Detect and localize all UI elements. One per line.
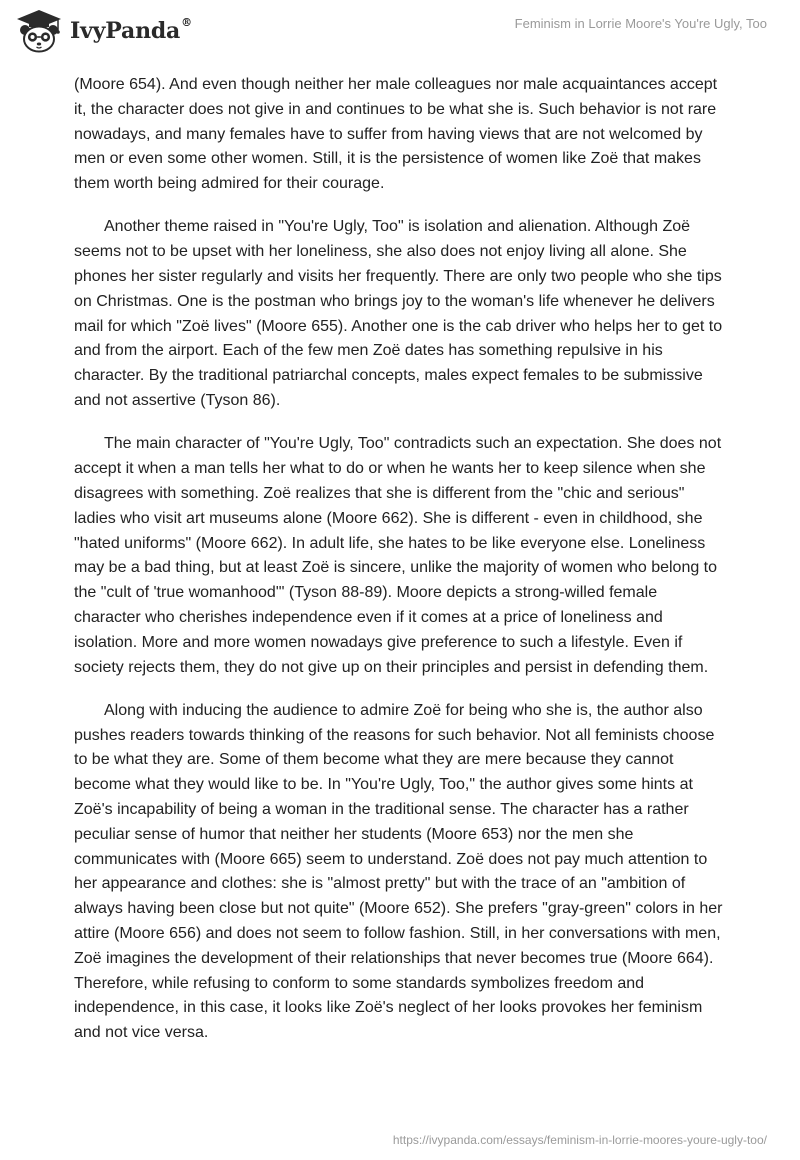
document-title: Feminism in Lorrie Moore's You're Ugly, Too: [514, 16, 767, 31]
paragraph: The main character of "You're Ugly, Too" contradicts such an expectation. She does not accept it when a man tells her what to do or when he wants her to keep silence when she disagrees with something. Zoë realizes that she is different from the "chic and serious" ladies who visit art museums alone (Moore 662). She is different - even in childhood, she "hated uniforms" (Moore 662). In adult life, she hates to be like everyone else. Loneliness may be a bad thing, but at least Zoë is sincere, unlike the majority of women who belong to the "cult of 'true womanhood'" (Tyson 88-89). Moore depicts a strong-willed female character who cherishes independence even if it comes at a price of loneliness and isolation. More and more women nowadays give preference to such a lifestyle. Even if society rejects them, they do not give up on their principles and persist in defending them.: [74, 435, 722, 676]
essay-body: [74, 73, 724, 1064]
page-header: [0, 0, 800, 62]
brand-name: IvyPanda®: [70, 16, 192, 44]
paragraph: Along with inducing the audience to admire Zoë for being who she is, the author also pushes readers towards thinking of the reasons for such behavior. Not all feminists choose to be what they are. Some of them become what they are mere because they cannot become what they would like to be. In "You're Ugly, Too," the author gives some hints at Zoë's incapability of being a woman in the traditional sense. The character has a rather peculiar sense of humor that neither her students (Moore 653) nor the men she communicates with (Moore 665) seem to understand. Zoë does not pay much attention to her appearance and clothes: she is "almost pretty" but with the trace of an "ambition of always having been close but not quite" (Moore 652). She prefers "gray-green" colors in her attire (Moore 656) and does not seem to follow fashion. Still, in her conversations with men, Zoë imagines the development of their relationships that never becomes true (Moore 664). Therefore, while refusing to conform to some standards symbolizes freedom and independence, in this case, it looks like Zoë's neglect of her looks provokes her feminism and not vice versa.: [74, 701, 723, 1042]
paragraph: Another theme raised in "You're Ugly, Too" is isolation and alienation. Although Zoë seems not to be upset with her loneliness, she also does not enjoy living all alone. She phones her sister regularly and visits her frequently. There are only two people who she tips on Christmas. One is the postman who brings joy to the woman's life whenever he delivers mail for which "Zoë lives" (Moore 655). Another one is the cab driver who helps her to get to and from the airport. Each of the few men Zoë dates has something repulsive in his character. By the traditional patriarchal concepts, males expect females to be submissive and not assertive (Tyson 86).: [74, 218, 723, 410]
paragraph: (Moore 654). And even though neither her male colleagues nor male acquaintances accept it, the character does not give in and continues to be what she is. Such behavior is not rare nowadays, and many females have to suffer from having views that are not welcomed by men or even some other women. Still, it is the persistence of women like Zoë that makes them worth being admired for their courage.: [74, 76, 718, 193]
source-url[interactable]: https://ivypanda.com/essays/feminism-in-lorrie-moores-youre-ugly-too/: [392, 1133, 767, 1147]
panda-graduate-icon: [14, 9, 64, 53]
brand-logo[interactable]: [14, 9, 192, 53]
